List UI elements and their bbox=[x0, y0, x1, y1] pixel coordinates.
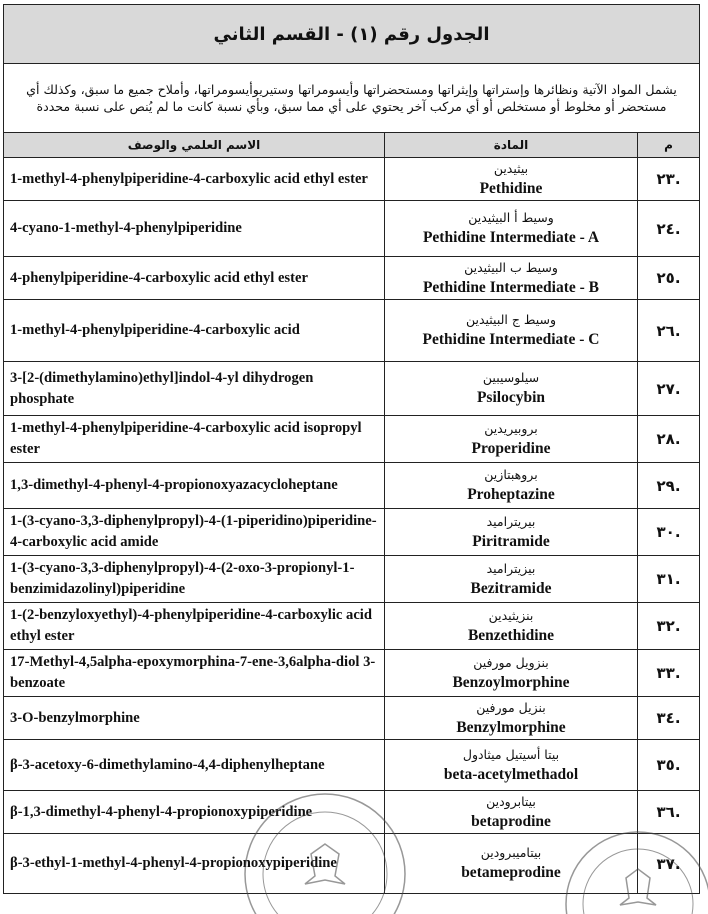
table-row bbox=[4, 603, 700, 650]
substance-name-cell bbox=[385, 603, 638, 650]
substance-name-cell bbox=[385, 201, 638, 257]
substance-name-cell bbox=[385, 158, 638, 201]
row-number-cell: .٢٣ bbox=[638, 158, 700, 201]
scientific-name-cell: 1-(3-cyano-3,3-diphenylpropyl)-4-(2-oxo-3-propionyl-1-benzimidazolinyl)piperidine bbox=[4, 556, 385, 603]
substance-arabic-name: بنزيل مورفين bbox=[476, 699, 546, 715]
substance-arabic-name: وسيط ج البيثيدين bbox=[465, 312, 557, 327]
scientific-name-cell: 3-O-benzylmorphine bbox=[4, 697, 385, 740]
substance-name-cell bbox=[385, 300, 638, 362]
substance-arabic-name: سيلوسيبين bbox=[482, 370, 540, 385]
substance-name-cell bbox=[385, 697, 638, 740]
substance-name-cell bbox=[385, 362, 638, 416]
scientific-name-cell: 1-methyl-4-phenylpiperidine-4-carboxylic acid ethyl ester bbox=[4, 158, 385, 201]
table-row bbox=[4, 834, 700, 894]
scientific-name-cell: 17-Methyl-4,5alpha-epoxymorphina-7-ene-3,6alpha-diol 3-benzoate bbox=[4, 650, 385, 697]
substance-arabic-name: بنزيثيدين bbox=[488, 607, 534, 623]
substance-arabic-name: بيثيدين bbox=[493, 160, 529, 176]
table-row bbox=[4, 556, 700, 603]
substance-arabic-name: بروهبتازين bbox=[484, 467, 538, 482]
table-row bbox=[4, 463, 700, 509]
table-row bbox=[4, 509, 700, 556]
row-number-cell: .٢٤ bbox=[638, 201, 700, 257]
scientific-name-cell: 1-(2-benzyloxyethyl)-4-phenylpiperidine-4-carboxylic acid ethyl ester bbox=[4, 603, 385, 650]
header-number: م bbox=[638, 133, 700, 158]
substance-english-name: Properidine bbox=[471, 439, 551, 457]
table-row bbox=[4, 740, 700, 791]
substances-table bbox=[3, 4, 700, 894]
substance-name-cell bbox=[385, 556, 638, 603]
scientific-name-cell: β-1,3-dimethyl-4-phenyl-4-propionoxypiperidine bbox=[4, 791, 385, 834]
substance-name-cell bbox=[385, 740, 638, 791]
scientific-name-cell: 3-[2-(dimethylamino)ethyl]indol-4-yl dihydrogen phosphate bbox=[4, 362, 385, 416]
row-number-cell: .٣٥ bbox=[638, 740, 700, 791]
substance-arabic-name: بيتابرودين bbox=[486, 793, 536, 809]
substance-name-cell bbox=[385, 416, 638, 463]
substance-name-cell bbox=[385, 650, 638, 697]
table-row bbox=[4, 650, 700, 697]
substance-arabic-name: وسيط أ البيثيدين bbox=[468, 210, 554, 225]
row-number-cell: .٣٤ bbox=[638, 697, 700, 740]
scientific-name-cell: 1-methyl-4-phenylpiperidine-4-carboxylic acid isopropyl ester bbox=[4, 416, 385, 463]
scientific-name-cell: 4-phenylpiperidine-4-carboxylic acid ethyl ester bbox=[4, 257, 385, 300]
scientific-name-cell: β-3-acetoxy-6-dimethylamino-4,4-diphenylheptane bbox=[4, 740, 385, 791]
row-number-cell: .٣٢ bbox=[638, 603, 700, 650]
row-number-cell: .٣٦ bbox=[638, 791, 700, 834]
substance-english-name: Pethidine Intermediate - C bbox=[422, 331, 600, 348]
substance-name-cell bbox=[385, 509, 638, 556]
row-number-cell: .٣٣ bbox=[638, 650, 700, 697]
scientific-name-cell: 1-(3-cyano-3,3-diphenylpropyl)-4-(1-piperidino)piperidine-4-carboxylic acid amide bbox=[4, 509, 385, 556]
substance-english-name: Pethidine Intermediate - A bbox=[422, 229, 600, 246]
substance-arabic-name: بيتا أسيتيل ميثادول bbox=[462, 746, 560, 762]
row-number-cell: .٣٧ bbox=[638, 834, 700, 894]
table-row bbox=[4, 791, 700, 834]
substance-arabic-name: بنزويل مورفين bbox=[473, 654, 549, 670]
document-page bbox=[3, 4, 699, 894]
row-number-cell: .٢٧ bbox=[638, 362, 700, 416]
table-row bbox=[4, 257, 700, 300]
table-description: يشمل المواد الآتية ونظائرها وإستراتها وإيثراتها ومستحضراتها وأيسومراتها وستيريوأيسومراتها، وأملاح جميع ما سبق، وكذلك أي مستحضر أو مخلوط أو مستخلص أو أي مركب آخر يحتوي على أي مما سبق، وبأي نسبة كانت ما لم يُنص على نسبة محددة bbox=[4, 64, 700, 133]
substance-arabic-name: بروبيريدين bbox=[484, 420, 538, 436]
substance-arabic-name: بيريترامید bbox=[486, 513, 536, 529]
row-number-cell: .٢٥ bbox=[638, 257, 700, 300]
row-number-cell: .٢٦ bbox=[638, 300, 700, 362]
substance-arabic-name: وسيط ب البيثيدين bbox=[464, 259, 558, 275]
row-number-cell: .٣١ bbox=[638, 556, 700, 603]
header-substance: المادة bbox=[385, 133, 638, 158]
table-row bbox=[4, 697, 700, 740]
scientific-name-cell: 1-methyl-4-phenylpiperidine-4-carboxylic acid bbox=[4, 300, 385, 362]
table-title: الجدول رقم (١) - القسم الثاني bbox=[4, 5, 700, 64]
scientific-name-cell: β-3-ethyl-1-methyl-4-phenyl-4-propionoxypiperidine bbox=[4, 834, 385, 894]
table-row bbox=[4, 158, 700, 201]
substance-english-name: Piritramide bbox=[472, 532, 550, 550]
substance-arabic-name: بيزيترامید bbox=[486, 560, 536, 576]
table-row bbox=[4, 362, 700, 416]
substance-english-name: beta-acetylmethadol bbox=[443, 765, 579, 783]
substance-name-cell bbox=[385, 257, 638, 300]
substance-english-name: Benzoylmorphine bbox=[452, 673, 570, 691]
substance-english-name: Psilocybin bbox=[476, 389, 546, 406]
substance-english-name: Benzylmorphine bbox=[456, 718, 566, 736]
substance-name-cell bbox=[385, 463, 638, 509]
row-number-cell: .٣٠ bbox=[638, 509, 700, 556]
table-row bbox=[4, 416, 700, 463]
table-row bbox=[4, 201, 700, 257]
substance-name-cell bbox=[385, 791, 638, 834]
substance-english-name: Proheptazine bbox=[467, 486, 555, 503]
substance-english-name: Pethidine bbox=[479, 179, 543, 197]
substance-english-name: Pethidine Intermediate - B bbox=[422, 278, 600, 296]
substance-english-name: betaprodine bbox=[471, 812, 551, 830]
substance-english-name: Bezitramide bbox=[470, 579, 552, 597]
substance-name-cell bbox=[385, 834, 638, 894]
substance-english-name: betameprodine bbox=[461, 864, 561, 881]
scientific-name-cell: 4-cyano-1-methyl-4-phenylpiperidine bbox=[4, 201, 385, 257]
header-scientific-name: الاسم العلمي والوصف bbox=[4, 133, 385, 158]
substance-english-name: Benzethidine bbox=[467, 626, 555, 644]
substance-arabic-name: بيتاميبرودين bbox=[480, 845, 542, 860]
header-row bbox=[4, 133, 700, 158]
table-row bbox=[4, 300, 700, 362]
scientific-name-cell: 1,3-dimethyl-4-phenyl-4-propionoxyazacycloheptane bbox=[4, 463, 385, 509]
row-number-cell: .٢٩ bbox=[638, 463, 700, 509]
row-number-cell: .٢٨ bbox=[638, 416, 700, 463]
